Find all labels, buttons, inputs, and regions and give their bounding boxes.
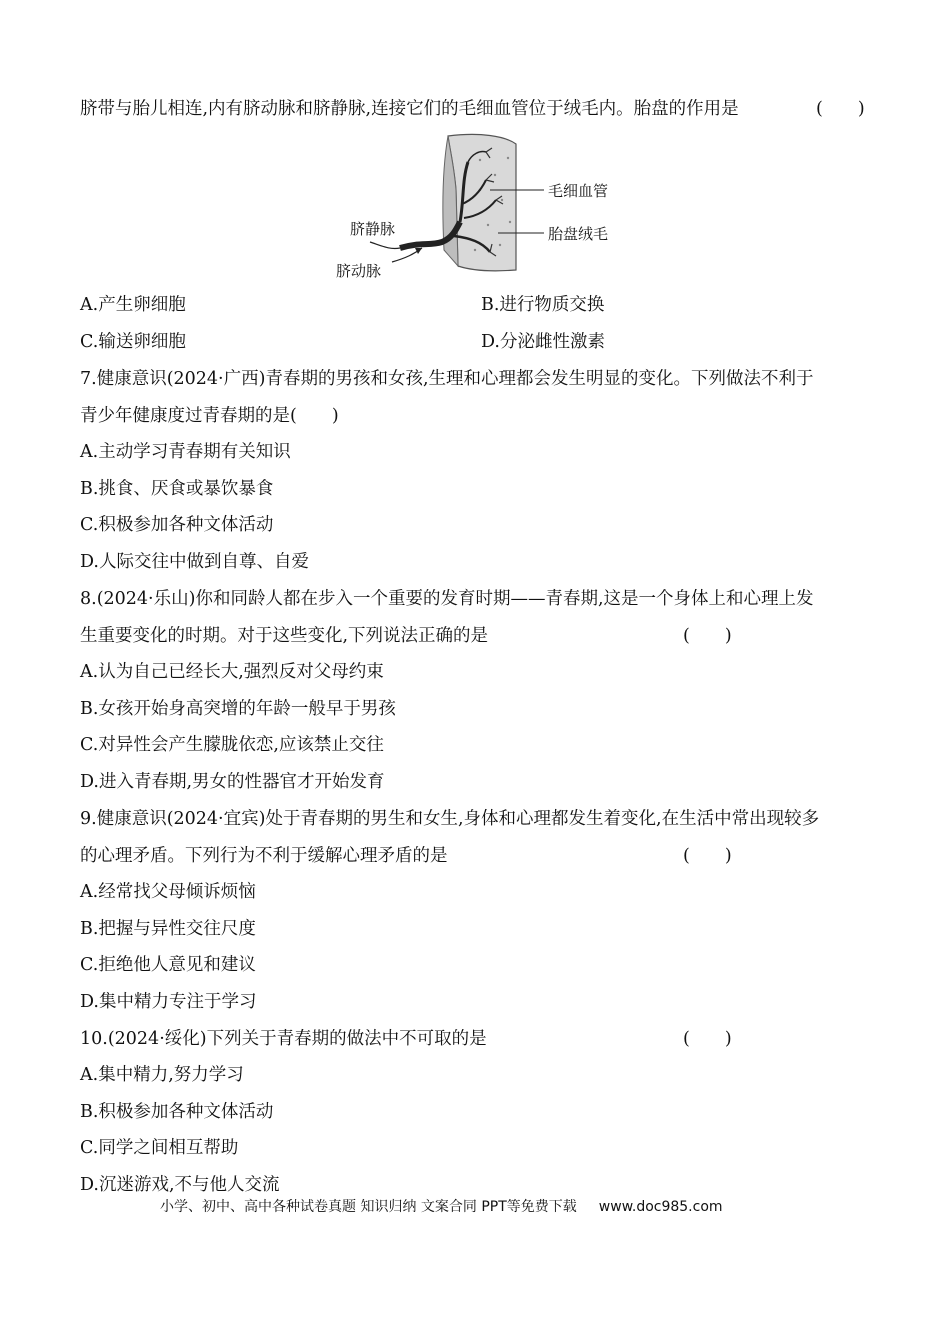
q9-option-b: B.把握与异性交往尺度 — [80, 919, 256, 939]
q7-option-c: C.积极参加各种文体活动 — [80, 515, 274, 535]
answer-blank-q10: ( ) — [683, 1029, 732, 1049]
label-umbilical-artery: 脐动脉 — [336, 262, 382, 280]
label-placental-villus: 胎盘绒毛 — [548, 225, 609, 243]
q9-option-a: A.经常找父母倾诉烦恼 — [80, 882, 256, 902]
q6-option-d: D.分泌雌性激素 — [481, 332, 605, 352]
placenta-diagram — [330, 130, 630, 282]
q6-option-c: C.输送卵细胞 — [80, 332, 186, 352]
q8-option-a: A.认为自己已经长大,强烈反对父母约束 — [80, 662, 384, 682]
placenta-tissue — [448, 134, 516, 270]
q8-stem-line2: 生重要变化的时期。对于这些变化,下列说法正确的是 — [80, 626, 489, 646]
q9-option-c: C.拒绝他人意见和建议 — [80, 955, 256, 975]
q10-stem: 10.(2024·绥化)下列关于青春期的做法中不可取的是 — [80, 1029, 487, 1049]
q8-option-b: B.女孩开始身高突增的年龄一般早于男孩 — [80, 699, 396, 719]
q9-stem-line2: 的心理矛盾。下列行为不利于缓解心理矛盾的是 — [80, 846, 448, 866]
q7-option-a: A.主动学习青春期有关知识 — [80, 442, 291, 462]
footer-website-link[interactable]: www.doc985.com — [598, 1199, 723, 1215]
q8-option-d: D.进入青春期,男女的性器官才开始发育 — [80, 772, 385, 792]
q10-option-b: B.积极参加各种文体活动 — [80, 1102, 274, 1122]
q6-option-b: B.进行物质交换 — [481, 295, 605, 315]
page-footer — [160, 1197, 723, 1217]
q10-option-d: D.沉迷游戏,不与他人交流 — [80, 1175, 280, 1195]
q6-option-a: A.产生卵细胞 — [80, 295, 186, 315]
q10-option-a: A.集中精力,努力学习 — [80, 1065, 244, 1085]
q7-stem-line2: 青少年健康度过青春期的是( ) — [80, 406, 339, 426]
answer-blank-q6: ( ) — [816, 99, 865, 119]
label-umbilical-vein: 脐静脉 — [350, 220, 396, 238]
q7-stem-line1: 7.健康意识(2024·广西)青春期的男孩和女孩,生理和心理都会发生明显的变化。下列做法不利于 — [80, 369, 814, 389]
q7-option-b: B.挑食、厌食或暴饮暴食 — [80, 479, 274, 499]
q10-option-c: C.同学之间相互帮助 — [80, 1138, 239, 1158]
q9-stem-line1: 9.健康意识(2024·宜宾)处于青春期的男生和女生,身体和心理都发生着变化,在生活中常出现较多 — [80, 809, 820, 829]
answer-blank-q8: ( ) — [683, 626, 732, 646]
q9-option-d: D.集中精力专注于学习 — [80, 992, 257, 1012]
q7-option-d: D.人际交往中做到自尊、自爱 — [80, 552, 309, 572]
q8-stem-line1: 8.(2024·乐山)你和同龄人都在步入一个重要的发育时期——青春期,这是一个身体上和心理上发 — [80, 589, 814, 609]
question-6-stem: 脐带与胎儿相连,内有脐动脉和脐静脉,连接它们的毛细血管位于绒毛内。胎盘的作用是 — [80, 99, 739, 119]
answer-blank-q9: ( ) — [683, 846, 732, 866]
placenta-illustration — [330, 130, 630, 282]
label-capillary: 毛细血管 — [548, 182, 609, 200]
footer-text: 小学、初中、高中各种试卷真题 知识归纳 文案合同 PPT等免费下载 — [160, 1199, 577, 1215]
q8-option-c: C.对异性会产生朦胧依恋,应该禁止交往 — [80, 735, 384, 755]
